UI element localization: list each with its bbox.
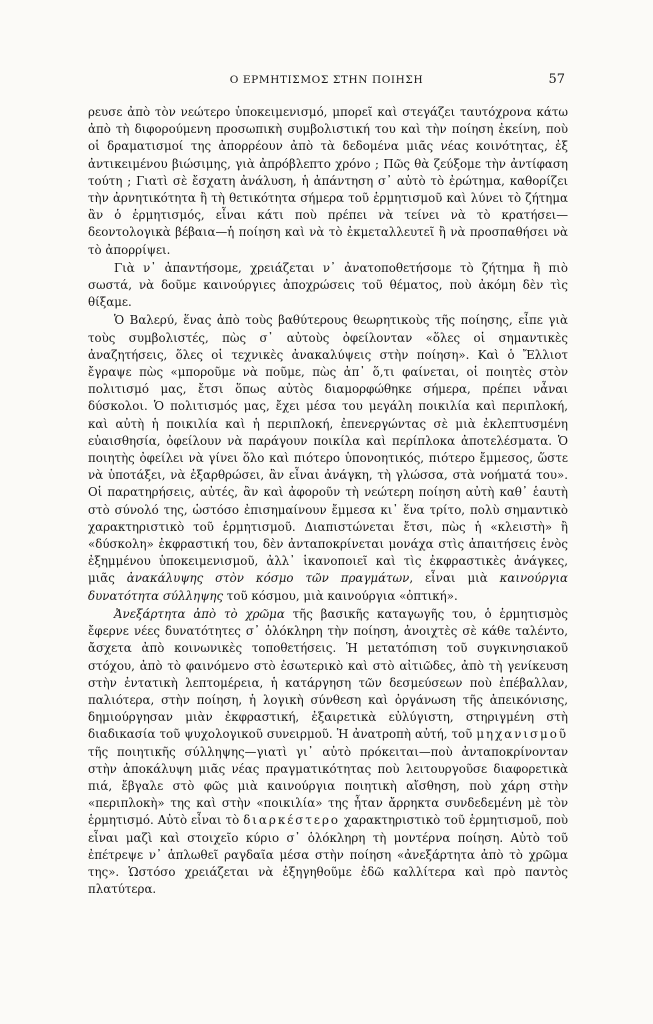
- running-title: Ο ΕΡΜΗΤΙΣΜΟΣ ΣΤΗΝ ΠΟΙΗΣΗ: [229, 74, 424, 86]
- text-run: τοῦ κόσμου, μιὰ καινούργια «ὀπτική».: [223, 588, 458, 603]
- page-number: 57: [548, 72, 565, 87]
- text-run: τῆς ποιητικῆς σύλληψης—γιατὶ γι᾽ αὐτὸ πρόκειται—ποὺ ἀνταποκρίνονταν στὴν ἀποκάλυψη μιᾶς νέας πραγματικότητας ποὺ λειτουργοῦσε διαφορετικὰ πιά, ἔβγαλε στὸ φῶς μιὰ καινούργια ποιητικὴ αἴσθηση, ποὺ χάρη στὴν «περιπλοκὴ» της καὶ στὴν «ποικιλία» της ἦταν ἄρρηκτα συνδεδεμένη μὲ τὸν ἑρμητισμό. Αὐτὸ εἶναι τὸ: [88, 744, 568, 828]
- paragraph-3: [88, 312, 568, 604]
- text-run: τῆς βασικῆς καταγωγῆς του, ὁ ἑρμητισμὸς ἔφερνε νέες δυνατότητες σ᾽ ὁλόκληρη τὴν ποίηση, ἀνοιχτὲς σὲ κάθε ταλέντο, ἄσχετα ἀπὸ κοινωνικὲς τοποθετήσεις. Ἡ μετατόπιση τοῦ συγκινησιακοῦ στόχου, ἀπὸ τὸ φαινόμενο στὸ ἐσωτερικὸ καὶ στὸ αἰτιῶδες, ἀπὸ τὴ γενίκευση στὴν ἐντατικὴ λεπτομέρεια, ἡ κατάργηση τῶν δεσμεύσεων ποὺ ἐπέβαλλαν, παλιότερα, στὴν ποίηση, ἡ λογικὴ σύνθεση καὶ ὀργάνωση τῆς ἀπεικόνισης, δημιούργησαν μιὰν ἐκφραστική, ἐξαιρετικὰ εὐλύγιστη, στηριγμένη στὴ διαδικασία τοῦ ψυχολογικοῦ συνειρμοῦ. Ἡ ἀνατροπὴ αὐτή, τοῦ: [88, 606, 568, 742]
- text-run: Ὁ Βαλερύ, ἕνας ἀπὸ τοὺς βαθύτερους θεωρητικοὺς τῆς ποίησης, εἶπε γιὰ τοὺς συμβολιστές, πὼς σ᾽ αὐτοὺς ὀφείλονταν «ὅλες οἱ σημαντικὲς ἀναζητήσεις, ὅλες οἱ τεχνικὲς ἀνακαλύψεις στὴν ποίηση». Καὶ ὁ Ἔλλιοτ ἔγραψε πὼς «μποροῦμε νὰ ποῦμε, πὼς ἀπ᾽ ὅ,τι φαίνεται, οἱ ποιητὲς στὸν πολιτισμό μας, ἔτσι ὅπως αὐτὸς διαμορφώθηκε σήμερα, πρέπει νἆναι δύσκολοι. Ὁ πολιτισμός μας, ἔχει μέσα του μεγάλη ποικιλία καὶ περιπλοκή, καὶ αὐτὴ ἡ ποικιλία καὶ ἡ περιπλοκή, ἐπενεργώντας σὲ μιὰ ἐκλεπτυσμένη εὐαισθησία, ὀφείλουν νὰ παράγουν ποικίλα καὶ περίπλοκα ἀποτελέσματα. Ὁ ποιητὴς ὀφείλει νὰ γίνει ὅλο καὶ πιότερο ὑπονοητικός, πιότερο ἔμμεσος, ὥστε νὰ ὑποτάξει, νὰ ἐξαρθρώσει, ἂν εἶναι ἀνάγκη, τὴ γλώσσα, στὰ νοήματά του». Οἱ παρατηρήσεις, αὐτές, ἂν καὶ ἀφοροῦν τὴ νεώτερη ποίηση αὐτὴ καθ᾽ ἑαυτὴ στὸ σύνολό της, ὡστόσο ἐπισημαίνουν ἔμμεσα κι᾽ ἕνα τρίτο, πολὺ σημαντικὸ χαρακτηριστικὸ τοῦ ἑρμητισμοῦ. Διαπιστώνεται ἔτσι, πὼς ἡ «κλειστὴ» ἢ «δύσκολη» ἐκφραστική του, δὲν ἀνταποκρίνεται μονάχα στὶς ἀπαιτήσεις ἑνὸς ἐξημμένου ὑποκειμενισμοῦ, ἀλλ᾽ ἱκανοποιεῖ καὶ τὶς ἐκφραστικὲς ἀνάγκες, μιᾶς: [88, 313, 568, 586]
- paragraph-4: [88, 606, 568, 898]
- spaced-text: διαρκέστερο: [243, 813, 341, 828]
- text-run: ρευσε ἀπὸ τὸν νεώτερο ὑποκειμενισμό, μπορεῖ καὶ στεγάζει ταυτόχρονα κάτω ἀπὸ τὴ διφορούμενη προσωπικὴ συμβολιστική του καὶ τὴν ποίηση ἐκείνη, ποὺ οἱ δραματισμοί της ἀπορρέουν ἀπὸ τὰ δεδομένα μιᾶς νέας κοινότητας, ἐξ ἀντικειμένου βιώσιμης, γιὰ ἀπρόβλεπτο χρόνο ; Πῶς θὰ ζεύξομε τὴν ἀντίφαση τούτη ; Γιατὶ σὲ ἔσχατη ἀνάλυση, ἡ ἀπάντηση σ᾽ αὐτὸ τὸ ἐρώτημα, καθορίζει τὴν ἀρνητικότητα ἢ τὴ θετικότητα σήμερα τοῦ ἑρμητισμοῦ καὶ λύνει τὸ ζήτημα ἂν ὁ ἑρμητισμός, εἶναι κάτι ποὺ πρέπει νὰ τείνει νὰ τὸ κρατήσει—δεοντολογικὰ βέβαια—ἡ ποίηση καὶ νὰ τὸ ἐκμεταλλευτεῖ ἢ νὰ προσπαθήσει νὰ τὸ ἀπορρίψει.: [88, 105, 568, 257]
- emphasized-text: καινούργια δυνατότητα σύλληψης: [88, 571, 568, 603]
- body-text: [88, 104, 568, 898]
- paragraph-1: [88, 104, 568, 259]
- emphasized-text: Ἀνεξάρτητα ἀπὸ τὸ χρῶμα: [114, 606, 285, 621]
- emphasized-text: ἀνακάλυψης στὸν κόσμο τῶν πραγμάτων: [126, 571, 410, 586]
- text-run: , εἶναι μιὰ: [409, 571, 500, 586]
- running-head: [88, 74, 565, 94]
- spaced-text: μηχανισμοῦ: [476, 727, 568, 742]
- text-run: χαρακτηριστικὸ τοῦ ἑρμητισμοῦ, ποὺ εἶναι μαζὶ καὶ στοιχεῖο κύριο σ᾽ ὁλόκληρη τὴ μοντέρνα ποίηση. Αὐτὸ τοῦ ἐπέτρεψε ν᾽ ἁπλωθεῖ ραγδαῖα μέσα στὴν ποίηση «ἀνεξάρτητα ἀπὸ τὸ χρῶμα της». Ὡστόσο χρειάζεται νὰ ἐξηγηθοῦμε ἐδῶ καλλίτερα καὶ πρὸ παντὸς πλατύτερα.: [88, 813, 568, 897]
- text-run: Γιὰ ν᾽ ἀπαντήσομε, χρειάζεται ν᾽ ἀνατοποθετήσομε τὸ ζήτημα ἢ πιὸ σωστά, νὰ δοῦμε καινούργιες ἀποχρώσεις τοῦ θέματος, ποὺ ἀκόμη δὲν τὶς θίξαμε.: [88, 260, 568, 310]
- paragraph-2: [88, 260, 568, 312]
